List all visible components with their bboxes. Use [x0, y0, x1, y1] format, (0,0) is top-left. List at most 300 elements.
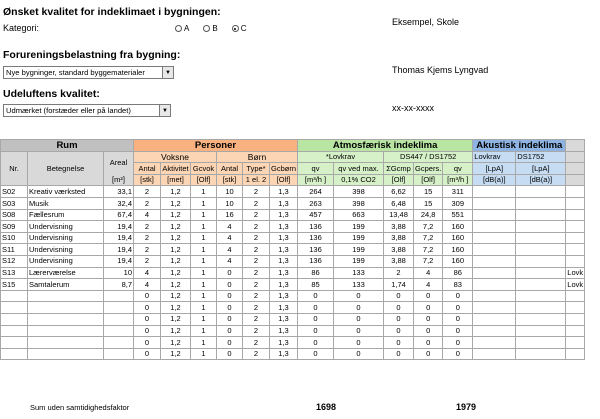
table-cell[interactable]	[566, 290, 585, 302]
table-cell[interactable]: Undervisning	[28, 255, 104, 267]
table-cell[interactable]: 7,2	[414, 244, 443, 256]
table-cell[interactable]: 1	[191, 325, 217, 337]
table-cell[interactable]: 398	[334, 186, 384, 198]
header-areal: Areal	[104, 151, 134, 174]
table-cell[interactable]	[473, 313, 516, 325]
table-cell[interactable]: 264	[298, 186, 334, 198]
table-cell[interactable]: S15	[1, 279, 28, 291]
table-cell[interactable]	[566, 209, 585, 221]
table-cell[interactable]: 160	[443, 221, 473, 233]
radio-c[interactable]	[232, 24, 247, 33]
table-cell[interactable]: 3,88	[384, 232, 414, 244]
table-cell[interactable]	[566, 255, 585, 267]
table-cell[interactable]: 1,2	[161, 221, 191, 233]
table-cell[interactable]: 0	[334, 337, 384, 349]
table-cell[interactable]: 0	[217, 313, 243, 325]
table-cell[interactable]: S03	[1, 197, 28, 209]
header-gc-pers: Gcpers.	[415, 163, 442, 173]
table-cell[interactable]: 33,1	[104, 186, 134, 198]
table-cell[interactable]	[473, 244, 516, 256]
table-cell[interactable]: 1	[191, 255, 217, 267]
table-cell[interactable]	[516, 244, 566, 256]
table-cell[interactable]: 551	[443, 209, 473, 221]
table-cell[interactable]: 199	[334, 255, 384, 267]
table-cell[interactable]	[516, 325, 566, 337]
table-cell[interactable]: 15	[414, 197, 443, 209]
table-cell[interactable]: 2	[243, 337, 270, 349]
table-cell[interactable]: 160	[443, 232, 473, 244]
table-cell[interactable]	[104, 348, 134, 360]
table-cell[interactable]: 10	[217, 197, 243, 209]
header-antal-born-unit: [stk]	[217, 174, 243, 186]
table-cell[interactable]: 1	[191, 244, 217, 256]
table-cell[interactable]: 15	[414, 186, 443, 198]
table-cell[interactable]: 0	[217, 348, 243, 360]
table-cell[interactable]: Undervisning	[28, 244, 104, 256]
table-cell[interactable]: 0	[298, 302, 334, 314]
table-cell[interactable]: 2	[243, 302, 270, 314]
table-cell[interactable]	[104, 302, 134, 314]
table-cell[interactable]: 1	[191, 221, 217, 233]
radio-a[interactable]	[175, 24, 189, 33]
table-cell[interactable]: 0	[384, 302, 414, 314]
table-cell[interactable]: 1,3	[270, 221, 298, 233]
table-cell[interactable]: 1,2	[161, 244, 191, 256]
table-cell[interactable]: 0	[217, 290, 243, 302]
header-antal-unit: [stk]	[134, 174, 161, 186]
table-cell[interactable]: 85	[298, 279, 334, 291]
table-cell[interactable]: 2	[243, 279, 270, 291]
table-cell[interactable]: 19,4	[104, 244, 134, 256]
table-cell[interactable]: 8,7	[104, 279, 134, 291]
table-cell[interactable]: 0	[298, 348, 334, 360]
table-cell[interactable]: 0	[298, 325, 334, 337]
table-cell[interactable]	[566, 244, 585, 256]
table-cell[interactable]	[516, 279, 566, 291]
table-cell[interactable]: 1,2	[161, 186, 191, 198]
table-cell[interactable]: 1,3	[270, 348, 298, 360]
table-cell[interactable]	[566, 302, 585, 314]
table-cell[interactable]: 4	[134, 209, 161, 221]
table-cell[interactable]: 1,3	[270, 302, 298, 314]
table-cell[interactable]: 2	[243, 255, 270, 267]
table-cell[interactable]	[516, 313, 566, 325]
pollution-select[interactable]	[3, 66, 174, 79]
table-cell[interactable]: 10	[217, 186, 243, 198]
table-cell[interactable]	[104, 325, 134, 337]
table-cell[interactable]: 0	[414, 337, 443, 349]
table-cell[interactable]: 2	[134, 197, 161, 209]
table-cell[interactable]	[1, 290, 28, 302]
table-cell[interactable]: 0	[443, 348, 473, 360]
table-row	[1, 186, 585, 198]
table-cell[interactable]: 7,2	[414, 232, 443, 244]
table-cell[interactable]: 0	[384, 290, 414, 302]
table-cell[interactable]: 0	[334, 325, 384, 337]
table-cell[interactable]: 1,3	[270, 255, 298, 267]
table-cell[interactable]: 0	[298, 337, 334, 349]
table-cell[interactable]: 0	[134, 337, 161, 349]
table-cell[interactable]	[473, 348, 516, 360]
table-cell[interactable]	[516, 302, 566, 314]
table-cell[interactable]: 136	[298, 221, 334, 233]
header-qv2-unit: [m³/h ]	[443, 174, 473, 186]
table-cell[interactable]: 1,3	[270, 279, 298, 291]
table-cell[interactable]	[516, 337, 566, 349]
table-cell[interactable]: 1,2	[161, 348, 191, 360]
table-row	[1, 221, 585, 233]
table-cell[interactable]	[473, 267, 516, 279]
table-cell[interactable]: 2	[243, 197, 270, 209]
table-cell[interactable]	[566, 232, 585, 244]
header-sum-gc-unit: [Olf]	[384, 174, 414, 186]
table-cell[interactable]: 2	[243, 348, 270, 360]
table-cell[interactable]: 19,4	[104, 255, 134, 267]
table-cell[interactable]: 86	[443, 267, 473, 279]
table-cell[interactable]: 0	[217, 337, 243, 349]
table-cell[interactable]: S02	[1, 186, 28, 198]
table-cell[interactable]	[1, 348, 28, 360]
table-cell[interactable]: 1,3	[270, 325, 298, 337]
table-cell[interactable]	[516, 267, 566, 279]
table-cell[interactable]: S08	[1, 209, 28, 221]
table-cell[interactable]: Lovk	[567, 279, 584, 289]
table-cell[interactable]: 0	[134, 325, 161, 337]
table-cell[interactable]: 2	[243, 221, 270, 233]
table-cell[interactable]: 0	[298, 313, 334, 325]
table-cell[interactable]: 1,3	[270, 197, 298, 209]
table-cell[interactable]: 1,2	[161, 197, 191, 209]
table-cell[interactable]	[473, 232, 516, 244]
header-voksne: Voksne	[134, 151, 217, 163]
table-cell[interactable]	[28, 325, 104, 337]
table-cell[interactable]: 398	[334, 197, 384, 209]
radio-a-circle[interactable]	[175, 25, 182, 32]
table-cell[interactable]: 199	[334, 244, 384, 256]
header-extra4	[566, 174, 585, 186]
table-cell[interactable]: 2	[243, 209, 270, 221]
table-cell[interactable]: 1,3	[270, 337, 298, 349]
table-cell[interactable]: 1	[191, 290, 217, 302]
table-cell[interactable]: 311	[443, 186, 473, 198]
table-cell[interactable]: 1,2	[161, 279, 191, 291]
table-cell[interactable]: 0	[443, 313, 473, 325]
table-cell[interactable]: 4	[414, 279, 443, 291]
table-cell[interactable]: 2	[384, 267, 414, 279]
table-cell[interactable]	[566, 313, 585, 325]
table-cell[interactable]	[1, 337, 28, 349]
radio-c-label: C	[240, 24, 247, 33]
table-cell[interactable]: 0	[298, 290, 334, 302]
table-cell[interactable]: 19,4	[104, 221, 134, 233]
table-cell[interactable]: 7,2	[414, 255, 443, 267]
table-cell[interactable]: 1,3	[270, 232, 298, 244]
table-cell[interactable]: 1	[191, 348, 217, 360]
chevron-down-icon[interactable]: ▼	[162, 67, 173, 78]
table-cell[interactable]	[566, 197, 585, 209]
table-cell[interactable]: Lovk	[567, 268, 584, 278]
table-cell[interactable]: 13,48	[384, 209, 414, 221]
radio-b-circle[interactable]	[203, 25, 210, 32]
table-cell[interactable]	[473, 255, 516, 267]
table-cell[interactable]: 1,3	[270, 209, 298, 221]
table-cell[interactable]: 199	[334, 221, 384, 233]
table-cell[interactable]: S12	[1, 255, 28, 267]
table-cell[interactable]: Undervisning	[28, 232, 104, 244]
table-cell[interactable]: 0	[334, 290, 384, 302]
table-row	[1, 209, 585, 221]
air-quality-heading: Udeluftens kvalitet:	[3, 88, 100, 100]
table-cell[interactable]: 663	[334, 209, 384, 221]
table-cell[interactable]: 16	[217, 209, 243, 221]
author-name: Thomas Kjems Lyngvad	[392, 65, 489, 75]
table-cell[interactable]: 4	[134, 267, 161, 279]
table-cell[interactable]: 4	[217, 244, 243, 256]
table-cell[interactable]	[566, 186, 585, 198]
table-row	[1, 244, 585, 256]
table-cell[interactable]: 0	[217, 325, 243, 337]
table-cell[interactable]: 1	[191, 197, 217, 209]
table-cell[interactable]: 1,2	[161, 267, 191, 279]
table-cell[interactable]: 1,74	[384, 279, 414, 291]
radio-c-circle[interactable]	[232, 25, 239, 32]
table-cell[interactable]: 0	[443, 302, 473, 314]
table-cell[interactable]: 0	[443, 337, 473, 349]
table-cell[interactable]: 0	[384, 325, 414, 337]
table-cell[interactable]: 0	[334, 348, 384, 360]
table-cell[interactable]	[516, 209, 566, 221]
table-cell[interactable]: 67,4	[104, 209, 134, 221]
table-cell[interactable]: 1,2	[161, 302, 191, 314]
table-cell[interactable]: 2	[134, 232, 161, 244]
table-cell[interactable]: 2	[243, 313, 270, 325]
table-cell[interactable]: 1,2	[161, 232, 191, 244]
table-cell[interactable]: 1	[191, 232, 217, 244]
table-cell[interactable]: 1	[191, 209, 217, 221]
header-extra	[566, 140, 585, 152]
table-cell[interactable]: 3,88	[384, 244, 414, 256]
table-cell[interactable]: 1	[191, 337, 217, 349]
table-cell[interactable]: 0	[134, 302, 161, 314]
table-cell[interactable]	[28, 348, 104, 360]
table-cell[interactable]	[104, 290, 134, 302]
table-cell[interactable]: 136	[298, 244, 334, 256]
table-cell[interactable]: 0	[384, 348, 414, 360]
table-cell[interactable]	[1, 325, 28, 337]
table-cell[interactable]: 1	[191, 279, 217, 291]
table-cell[interactable]: 4	[414, 267, 443, 279]
table-cell[interactable]: 136	[298, 255, 334, 267]
table-cell[interactable]	[566, 221, 585, 233]
table-cell[interactable]: 263	[298, 197, 334, 209]
table-cell[interactable]: 1,3	[270, 267, 298, 279]
table-cell[interactable]: 0	[334, 302, 384, 314]
table-cell[interactable]	[104, 337, 134, 349]
table-cell[interactable]: 0	[443, 290, 473, 302]
table-cell[interactable]	[473, 302, 516, 314]
table-cell[interactable]: 2	[134, 244, 161, 256]
table-cell[interactable]: 0	[134, 313, 161, 325]
table-cell[interactable]: 1	[191, 267, 217, 279]
table-cell[interactable]	[516, 290, 566, 302]
table-cell[interactable]	[473, 279, 516, 291]
table-cell[interactable]: 1	[191, 313, 217, 325]
category-radio-group	[175, 24, 260, 33]
table-cell[interactable]: 2	[134, 186, 161, 198]
table-cell[interactable]: 133	[334, 267, 384, 279]
table-cell[interactable]: 3,88	[384, 221, 414, 233]
table-cell[interactable]	[104, 313, 134, 325]
table-cell[interactable]: 0	[217, 279, 243, 291]
table-cell[interactable]: 24,8	[414, 209, 443, 221]
table-cell[interactable]: 2	[243, 325, 270, 337]
project-name: Eksempel, Skole	[392, 17, 460, 27]
table-cell[interactable]: 4	[217, 255, 243, 267]
header-extra3	[566, 163, 585, 175]
table-cell[interactable]	[28, 313, 104, 325]
table-cell[interactable]: 4	[217, 221, 243, 233]
table-cell[interactable]	[566, 348, 585, 360]
table-cell[interactable]: 1,3	[270, 186, 298, 198]
table-cell[interactable]: 1	[191, 302, 217, 314]
table-cell[interactable]: 1,3	[270, 244, 298, 256]
table-cell[interactable]	[566, 337, 585, 349]
table-cell[interactable]: 1,3	[270, 313, 298, 325]
table-cell[interactable]: 160	[443, 244, 473, 256]
table-cell[interactable]: 0	[217, 302, 243, 314]
table-cell[interactable]: 1,2	[161, 337, 191, 349]
table-cell[interactable]	[28, 337, 104, 349]
table-row	[1, 348, 585, 360]
chevron-down-icon[interactable]: ▼	[159, 105, 170, 116]
header-lpa-unit: [dB(a)]	[473, 174, 516, 186]
table-cell[interactable]: 1,3	[270, 290, 298, 302]
table-cell[interactable]: 19,4	[104, 232, 134, 244]
table-cell[interactable]: 0	[414, 302, 443, 314]
table-cell[interactable]	[1, 302, 28, 314]
table-cell[interactable]: 457	[298, 209, 334, 221]
table-cell[interactable]	[516, 221, 566, 233]
table-cell[interactable]: 2	[243, 244, 270, 256]
table-cell[interactable]: 1,2	[161, 209, 191, 221]
header-lovkrav: Lovkrav	[473, 151, 516, 163]
table-cell[interactable]: 0	[414, 290, 443, 302]
table-cell[interactable]	[516, 255, 566, 267]
table-cell[interactable]	[28, 290, 104, 302]
table-cell[interactable]: 83	[443, 279, 473, 291]
table-cell[interactable]	[473, 209, 516, 221]
table-cell[interactable]: S11	[1, 244, 28, 256]
table-cell[interactable]: S10	[1, 232, 28, 244]
radio-b[interactable]	[203, 24, 217, 33]
table-cell[interactable]: 6,62	[384, 186, 414, 198]
table-cell[interactable]: 2	[243, 267, 270, 279]
table-cell[interactable]: 6,48	[384, 197, 414, 209]
table-cell[interactable]	[473, 186, 516, 198]
table-cell[interactable]: Musik	[28, 197, 104, 209]
header-aktivitet: Aktivitet	[162, 163, 189, 173]
table-cell[interactable]: S13	[1, 267, 28, 279]
sum-qv2: 1979	[456, 402, 477, 412]
table-cell[interactable]: 2	[243, 232, 270, 244]
table-cell[interactable]: 199	[334, 232, 384, 244]
air-quality-select[interactable]	[3, 104, 171, 117]
table-cell[interactable]	[473, 290, 516, 302]
table-cell[interactable]: 10	[104, 267, 134, 279]
table-row	[1, 255, 585, 267]
table-cell[interactable]: S09	[1, 221, 28, 233]
sum-label: Sum uden samtidighedsfaktor	[30, 403, 130, 412]
table-cell[interactable]: 136	[298, 232, 334, 244]
table-cell[interactable]: 0	[443, 325, 473, 337]
table-cell[interactable]: 0	[217, 267, 243, 279]
header-lpa2-unit: [dB(a)]	[516, 174, 566, 186]
table-cell[interactable]: 1	[191, 186, 217, 198]
table-cell[interactable]: Kreativ værksted	[28, 186, 104, 198]
table-cell[interactable]: 3,88	[384, 255, 414, 267]
table-cell[interactable]: 2	[134, 221, 161, 233]
table-cell[interactable]	[516, 197, 566, 209]
table-cell[interactable]: Undervisning	[28, 221, 104, 233]
table-cell[interactable]: 2	[134, 255, 161, 267]
table-cell[interactable]: 2	[243, 186, 270, 198]
table-cell[interactable]: 0	[134, 348, 161, 360]
table-cell[interactable]: 86	[298, 267, 334, 279]
table-cell[interactable]	[473, 337, 516, 349]
table-cell[interactable]: Samtalerum	[28, 279, 104, 291]
table-cell[interactable]	[473, 325, 516, 337]
table-cell[interactable]: 7,2	[414, 221, 443, 233]
room-table	[0, 139, 585, 360]
table-cell[interactable]: 0	[334, 313, 384, 325]
table-cell[interactable]: 0	[414, 348, 443, 360]
table-cell[interactable]	[1, 313, 28, 325]
header-antal-born: Antal	[217, 163, 243, 175]
table-cell[interactable]: 133	[334, 279, 384, 291]
table-cell[interactable]: 309	[443, 197, 473, 209]
table-cell[interactable]	[28, 302, 104, 314]
table-cell[interactable]: 2	[243, 290, 270, 302]
table-cell[interactable]: 0	[414, 313, 443, 325]
table-cell[interactable]: 32,4	[104, 197, 134, 209]
table-cell[interactable]	[516, 232, 566, 244]
date-text: xx-xx-xxxx	[392, 103, 434, 113]
table-cell[interactable]	[566, 325, 585, 337]
header-areal-unit: [m²]	[104, 174, 134, 186]
header-nr: Nr.	[1, 151, 28, 186]
table-row	[1, 337, 585, 349]
table-cell[interactable]: 0	[134, 290, 161, 302]
table-cell[interactable]: Lærerværelse	[28, 267, 104, 279]
table-cell[interactable]: 4	[134, 279, 161, 291]
table-cell[interactable]: 1,2	[161, 290, 191, 302]
table-cell[interactable]: 1,2	[161, 313, 191, 325]
table-cell[interactable]: 0	[384, 313, 414, 325]
table-cell[interactable]: 1,2	[161, 255, 191, 267]
table-cell[interactable]	[473, 197, 516, 209]
table-cell[interactable]: 0	[384, 337, 414, 349]
table-cell[interactable]	[473, 221, 516, 233]
table-cell[interactable]	[516, 186, 566, 198]
header-qv: qv	[298, 163, 334, 175]
table-cell[interactable]: Fællesrum	[28, 209, 104, 221]
header-rum: Rum	[1, 140, 134, 152]
table-cell[interactable]: 1,2	[161, 325, 191, 337]
table-cell[interactable]: 4	[217, 232, 243, 244]
table-cell[interactable]	[516, 348, 566, 360]
table-cell[interactable]: 0	[414, 325, 443, 337]
table-cell[interactable]: 160	[443, 255, 473, 267]
